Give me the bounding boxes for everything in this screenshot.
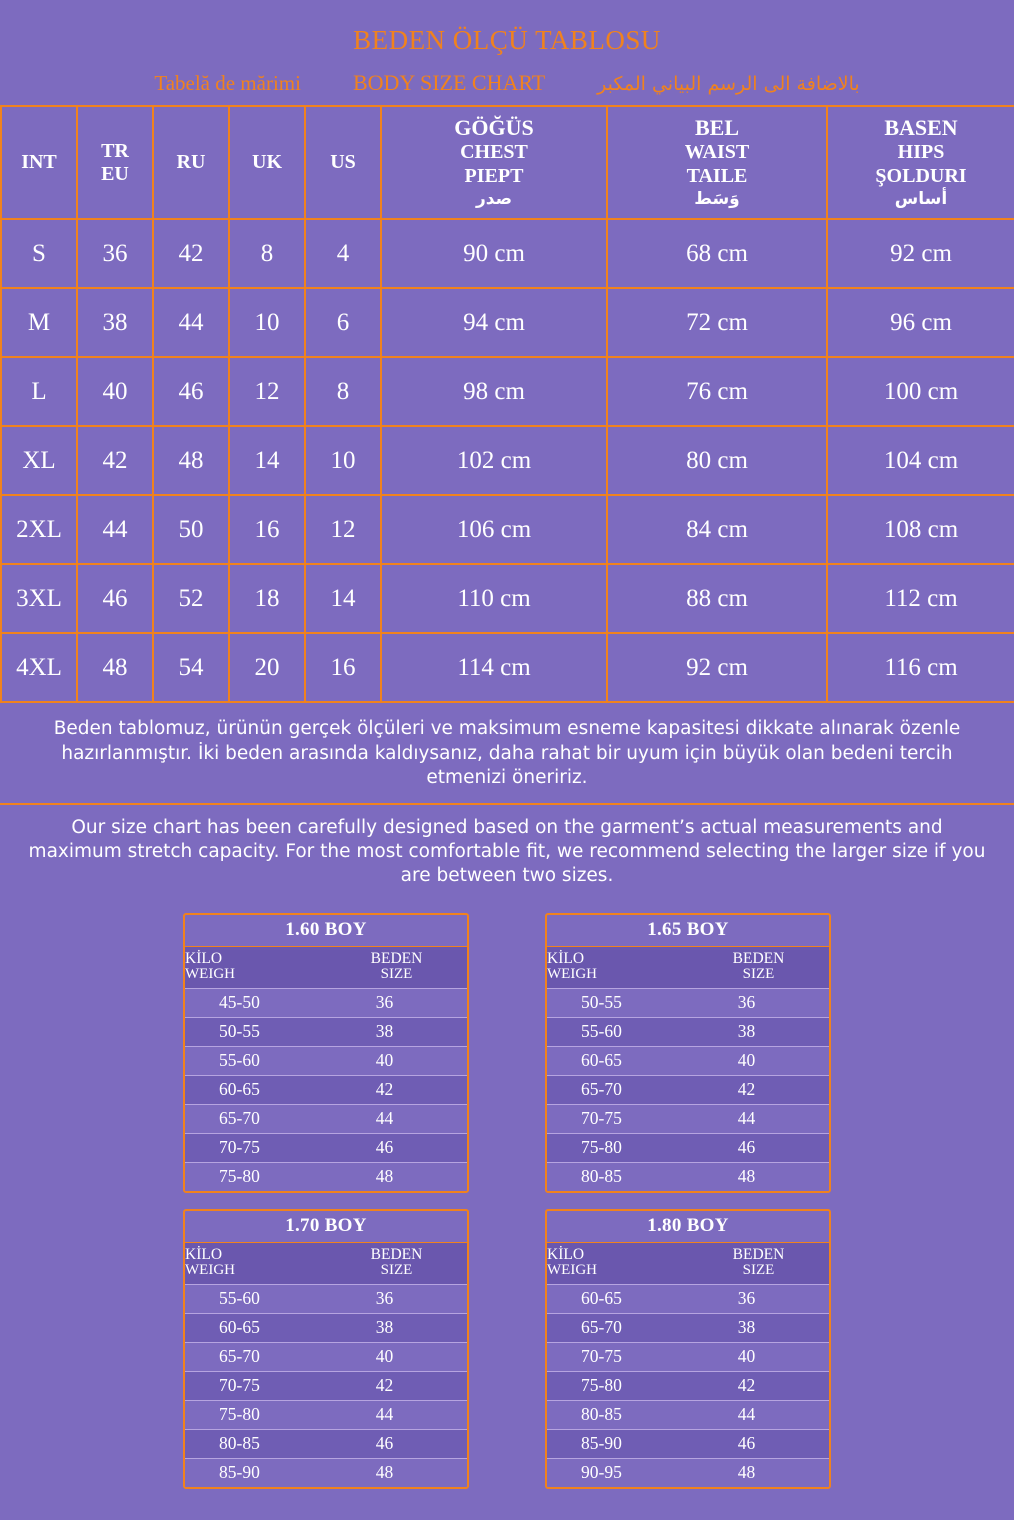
cell-size: 42: [326, 1075, 467, 1104]
cell-hips: 92 cm: [827, 219, 1014, 288]
height-box-row: [547, 1075, 829, 1104]
cell-uk: 10: [229, 288, 305, 357]
height-box-header-size: [326, 1243, 467, 1285]
cell-chest: 110 cm: [381, 564, 607, 633]
cell-size: 40: [326, 1342, 467, 1371]
cell-hips: 104 cm: [827, 426, 1014, 495]
kilo-label-en: WEIGH: [547, 966, 597, 983]
cell-weight: 80-85: [547, 1162, 688, 1191]
height-box-row: [185, 1104, 467, 1133]
header-uk: [229, 106, 305, 219]
height-box-table: [547, 947, 829, 1191]
note-english: Our size chart has been carefully designed based on the garment’s actual measurements and maximum stretch capacity. For the most comfortable fit, we recommend selecting the larger size if you are between two sizes.: [28, 816, 986, 887]
cell-waist: 72 cm: [607, 288, 827, 357]
cell-size: 46: [688, 1429, 829, 1458]
kilo-label-en: WEIGH: [185, 966, 235, 983]
table-header-row: [1, 106, 1014, 219]
header-ru: [153, 106, 229, 219]
cell-waist: 80 cm: [607, 426, 827, 495]
header-waist-ro: TAILE: [686, 165, 748, 188]
header-hips-ar: أساس: [894, 189, 948, 210]
kilo-label-en: WEIGH: [547, 1262, 597, 1279]
height-box-row: [185, 1400, 467, 1429]
cell-waist: 68 cm: [607, 219, 827, 288]
height-box-row: [185, 1075, 467, 1104]
cell-size: 36: [326, 1284, 467, 1313]
header-hips-ro: ŞOLDURI: [875, 165, 967, 188]
cell-weight: 50-55: [185, 1017, 326, 1046]
cell-size: 38: [688, 1313, 829, 1342]
header-chest-tr: GÖĞÜS: [454, 115, 534, 140]
cell-hips: 96 cm: [827, 288, 1014, 357]
cell-us: 12: [305, 495, 381, 564]
height-box-title: 1.65 BOY: [547, 915, 829, 947]
table-row: [1, 495, 1014, 564]
height-box-table: [185, 947, 467, 1191]
kilo-label-en: WEIGH: [185, 1262, 235, 1279]
cell-weight: 85-90: [547, 1429, 688, 1458]
page-title: BEDEN ÖLÇÜ TABLOSU: [353, 25, 661, 55]
size-label-tr: BEDEN: [732, 1245, 785, 1263]
title-arabic: بالاضافة الى الرسم البياني المكبر: [597, 73, 860, 95]
cell-weight: 55-60: [185, 1284, 326, 1313]
cell-us: 4: [305, 219, 381, 288]
height-box-header-kilo: [547, 1243, 688, 1285]
height-box-row: [547, 1284, 829, 1313]
cell-chest: 98 cm: [381, 357, 607, 426]
header-tr-label: TR: [101, 139, 129, 162]
cell-ru: 50: [153, 495, 229, 564]
cell-weight: 65-70: [547, 1313, 688, 1342]
cell-weight: 75-80: [185, 1400, 326, 1429]
height-box-row: [185, 1458, 467, 1487]
height-box-row: [547, 1017, 829, 1046]
cell-hips: 100 cm: [827, 357, 1014, 426]
cell-weight: 50-55: [547, 988, 688, 1017]
cell-uk: 8: [229, 219, 305, 288]
title-subrow: [0, 54, 1014, 105]
height-box-row: [185, 1429, 467, 1458]
cell-tr: 40: [77, 357, 153, 426]
cell-weight: 65-70: [185, 1104, 326, 1133]
height-box-header-size: [326, 947, 467, 989]
cell-size: 44: [326, 1104, 467, 1133]
cell-size: 48: [688, 1162, 829, 1191]
height-box-header-row: [547, 947, 829, 989]
height-box-row: [547, 1104, 829, 1133]
cell-waist: 88 cm: [607, 564, 827, 633]
cell-size: 36: [688, 988, 829, 1017]
cell-weight: 80-85: [185, 1429, 326, 1458]
height-box-table: [185, 1243, 467, 1487]
cell-us: 10: [305, 426, 381, 495]
height-box-header-row: [547, 1243, 829, 1285]
cell-uk: 12: [229, 357, 305, 426]
cell-ru: 48: [153, 426, 229, 495]
header-int: [1, 106, 77, 219]
height-box-row: [547, 1313, 829, 1342]
cell-weight: 80-85: [547, 1400, 688, 1429]
cell-uk: 16: [229, 495, 305, 564]
height-box-header-kilo: [185, 947, 326, 989]
header-waist-ar: وَسَط: [694, 189, 740, 210]
cell-size: 46: [326, 1429, 467, 1458]
cell-int: 4XL: [1, 633, 77, 702]
cell-chest: 90 cm: [381, 219, 607, 288]
cell-int: S: [1, 219, 77, 288]
height-box-row: [185, 1284, 467, 1313]
height-box-row: [547, 1400, 829, 1429]
height-box-row: [547, 1162, 829, 1191]
cell-tr: 36: [77, 219, 153, 288]
cell-waist: 84 cm: [607, 495, 827, 564]
height-box-header-row: [185, 1243, 467, 1285]
cell-size: 42: [688, 1371, 829, 1400]
cell-weight: 85-90: [185, 1458, 326, 1487]
height-box-header-kilo: [547, 947, 688, 989]
height-box-row: [547, 1429, 829, 1458]
height-box-row: [185, 1342, 467, 1371]
height-box-row: [185, 1017, 467, 1046]
header-uk-label: UK: [252, 151, 282, 174]
height-box-title: 1.60 BOY: [185, 915, 467, 947]
cell-size: 38: [688, 1017, 829, 1046]
cell-uk: 20: [229, 633, 305, 702]
cell-weight: 75-80: [185, 1162, 326, 1191]
cell-uk: 18: [229, 564, 305, 633]
cell-size: 38: [326, 1017, 467, 1046]
title-romanian: Tabelă de mărimi: [154, 71, 301, 95]
size-label-tr: BEDEN: [732, 949, 785, 967]
cell-hips: 116 cm: [827, 633, 1014, 702]
height-box-row: [547, 1133, 829, 1162]
height-box-165: [545, 913, 831, 1193]
cell-us: 14: [305, 564, 381, 633]
size-label-en: SIZE: [742, 966, 775, 983]
height-box-row: [547, 1371, 829, 1400]
header-waist-tr: BEL: [694, 115, 740, 140]
cell-size: 44: [688, 1104, 829, 1133]
header-hips-en: HIPS: [897, 141, 945, 164]
header-us-label: US: [330, 151, 356, 174]
header-chest-ro: PIEPT: [464, 165, 524, 188]
height-box-row: [185, 988, 467, 1017]
header-tr-eu: [77, 106, 153, 219]
size-label-en: SIZE: [380, 966, 413, 983]
header-chest-en: CHEST: [460, 141, 528, 164]
header-hips: [827, 106, 1014, 219]
cell-int: L: [1, 357, 77, 426]
cell-weight: 60-65: [185, 1313, 326, 1342]
cell-weight: 60-65: [547, 1284, 688, 1313]
height-box-header-row: [185, 947, 467, 989]
cell-weight: 70-75: [185, 1371, 326, 1400]
cell-weight: 90-95: [547, 1458, 688, 1487]
cell-weight: 70-75: [547, 1104, 688, 1133]
table-row: [1, 564, 1014, 633]
cell-size: 36: [326, 988, 467, 1017]
size-label-en: SIZE: [742, 1262, 775, 1279]
height-box-row: [185, 1371, 467, 1400]
height-box-row: [185, 1133, 467, 1162]
header-chest: [381, 106, 607, 219]
table-row: [1, 633, 1014, 702]
height-box-row: [185, 1313, 467, 1342]
cell-chest: 106 cm: [381, 495, 607, 564]
cell-tr: 48: [77, 633, 153, 702]
kilo-label-tr: KİLO: [547, 1245, 585, 1263]
height-box-row: [547, 988, 829, 1017]
title-english: BODY SIZE CHART: [352, 70, 546, 95]
table-row: [1, 357, 1014, 426]
height-box-header-kilo: [185, 1243, 326, 1285]
cell-waist: 76 cm: [607, 357, 827, 426]
header-waist-en: WAIST: [684, 141, 750, 164]
cell-size: 40: [688, 1342, 829, 1371]
height-box-170: [183, 1209, 469, 1489]
size-label-tr: BEDEN: [370, 1245, 423, 1263]
height-box-header-size: [688, 1243, 829, 1285]
size-label-en: SIZE: [380, 1262, 413, 1279]
cell-size: 44: [326, 1400, 467, 1429]
cell-size: 48: [326, 1458, 467, 1487]
height-box-row: [547, 1342, 829, 1371]
header-us: [305, 106, 381, 219]
kilo-label-tr: KİLO: [547, 949, 585, 967]
cell-tr: 42: [77, 426, 153, 495]
cell-uk: 14: [229, 426, 305, 495]
cell-int: 2XL: [1, 495, 77, 564]
header-ru-label: RU: [176, 151, 206, 174]
table-row: [1, 288, 1014, 357]
height-box-row: [185, 1046, 467, 1075]
cell-size: 38: [326, 1313, 467, 1342]
cell-weight: 55-60: [547, 1017, 688, 1046]
cell-int: M: [1, 288, 77, 357]
header-chest-ar: صدر: [475, 189, 513, 210]
height-box-title: 1.80 BOY: [547, 1211, 829, 1243]
body-size-table: [0, 105, 1014, 703]
cell-weight: 55-60: [185, 1046, 326, 1075]
kilo-label-tr: KİLO: [185, 949, 223, 967]
cell-hips: 112 cm: [827, 564, 1014, 633]
cell-ru: 52: [153, 564, 229, 633]
cell-size: 36: [688, 1284, 829, 1313]
cell-weight: 70-75: [547, 1342, 688, 1371]
cell-size: 48: [688, 1458, 829, 1487]
cell-ru: 44: [153, 288, 229, 357]
cell-us: 16: [305, 633, 381, 702]
header-waist: [607, 106, 827, 219]
kilo-label-tr: KİLO: [185, 1245, 223, 1263]
height-box-row: [547, 1458, 829, 1487]
height-box-row: [185, 1162, 467, 1191]
cell-ru: 54: [153, 633, 229, 702]
cell-hips: 108 cm: [827, 495, 1014, 564]
cell-us: 8: [305, 357, 381, 426]
size-label-tr: BEDEN: [370, 949, 423, 967]
cell-weight: 60-65: [185, 1075, 326, 1104]
note-turkish: Beden tablomuz, ürünün gerçek ölçüleri ve maksimum esneme kapasitesi dikkate alınarak özenle hazırlanmıştır. İki beden arasında kaldıysanız, daha rahat bir uyum için büyük olan bedeni tercih etmenizi öneririz.: [53, 718, 961, 789]
cell-ru: 46: [153, 357, 229, 426]
cell-waist: 92 cm: [607, 633, 827, 702]
height-box-180: [545, 1209, 831, 1489]
cell-chest: 114 cm: [381, 633, 607, 702]
table-row: [1, 219, 1014, 288]
cell-weight: 75-80: [547, 1371, 688, 1400]
header-int-label: INT: [21, 151, 57, 174]
cell-size: 40: [688, 1046, 829, 1075]
cell-size: 46: [688, 1133, 829, 1162]
height-box-title: 1.70 BOY: [185, 1211, 467, 1243]
cell-us: 6: [305, 288, 381, 357]
cell-chest: 94 cm: [381, 288, 607, 357]
header-eu-label: EU: [101, 162, 129, 185]
header-hips-tr: BASEN: [884, 115, 958, 140]
height-weight-boxes: [0, 901, 1014, 1489]
cell-tr: 46: [77, 564, 153, 633]
cell-weight: 75-80: [547, 1133, 688, 1162]
cell-weight: 45-50: [185, 988, 326, 1017]
table-row: [1, 426, 1014, 495]
cell-size: 44: [688, 1400, 829, 1429]
cell-weight: 65-70: [185, 1342, 326, 1371]
height-box-row: [547, 1046, 829, 1075]
cell-size: 40: [326, 1046, 467, 1075]
cell-weight: 60-65: [547, 1046, 688, 1075]
cell-tr: 44: [77, 495, 153, 564]
cell-size: 42: [326, 1371, 467, 1400]
height-box-table: [547, 1243, 829, 1487]
cell-chest: 102 cm: [381, 426, 607, 495]
height-box-header-size: [688, 947, 829, 989]
cell-size: 48: [326, 1162, 467, 1191]
cell-size: 46: [326, 1133, 467, 1162]
cell-tr: 38: [77, 288, 153, 357]
cell-int: 3XL: [1, 564, 77, 633]
cell-ru: 42: [153, 219, 229, 288]
cell-int: XL: [1, 426, 77, 495]
cell-size: 42: [688, 1075, 829, 1104]
cell-weight: 65-70: [547, 1075, 688, 1104]
height-box-160: [183, 913, 469, 1193]
cell-weight: 70-75: [185, 1133, 326, 1162]
